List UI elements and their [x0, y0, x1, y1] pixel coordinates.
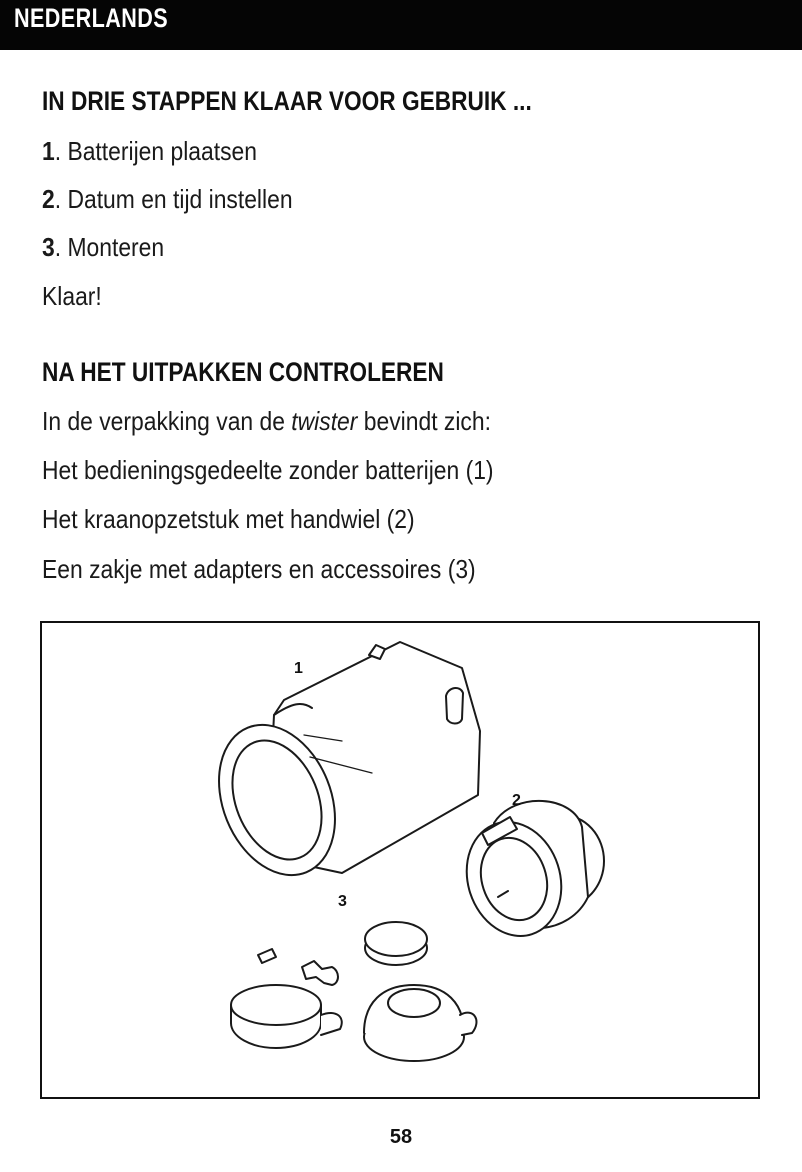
accessories-drawing — [231, 922, 476, 1061]
closing-text: Klaar! — [42, 281, 102, 311]
faucet-attachment-drawing — [452, 801, 604, 948]
package-item: Het bedieningsgedeelte zonder batterijen (1) — [42, 455, 494, 485]
intro-text: In de verpakking van de — [42, 406, 292, 436]
package-intro — [42, 406, 491, 437]
step-text: Batterijen plaatsen — [67, 136, 257, 166]
step-number: 2 — [42, 184, 55, 214]
step-item: 3. Monteren — [42, 232, 165, 262]
language-title: NEDERLANDS — [14, 3, 169, 33]
control-unit-drawing — [198, 642, 480, 893]
step-item: 2. Datum en tijd instellen — [42, 184, 293, 214]
step-number: 3 — [42, 232, 55, 262]
language-banner — [0, 0, 802, 50]
package-item: Een zakje met adapters en accessoires (3) — [42, 554, 476, 584]
figure-label-2: 2 — [512, 792, 521, 809]
step-text: Datum en tijd instellen — [67, 184, 293, 214]
contents-illustration — [40, 621, 760, 1099]
step-item: 1. Batterijen plaatsen — [42, 136, 257, 166]
product-name: twister — [291, 406, 358, 436]
step-text: Monteren — [67, 232, 165, 262]
parts-drawing — [42, 623, 757, 1096]
section-heading-unpacking: NA HET UITPAKKEN CONTROLEREN — [42, 357, 444, 387]
step-number: 1 — [42, 136, 55, 166]
figure-label-1: 1 — [294, 660, 303, 677]
section-heading-setup: IN DRIE STAPPEN KLAAR VOOR GEBRUIK ... — [42, 86, 532, 116]
figure-label-3: 3 — [338, 893, 347, 910]
package-item: Het kraanopzetstuk met handwiel (2) — [42, 504, 415, 534]
page-number: 58 — [389, 1126, 413, 1148]
intro-text-end: bevindt zich: — [357, 406, 491, 436]
